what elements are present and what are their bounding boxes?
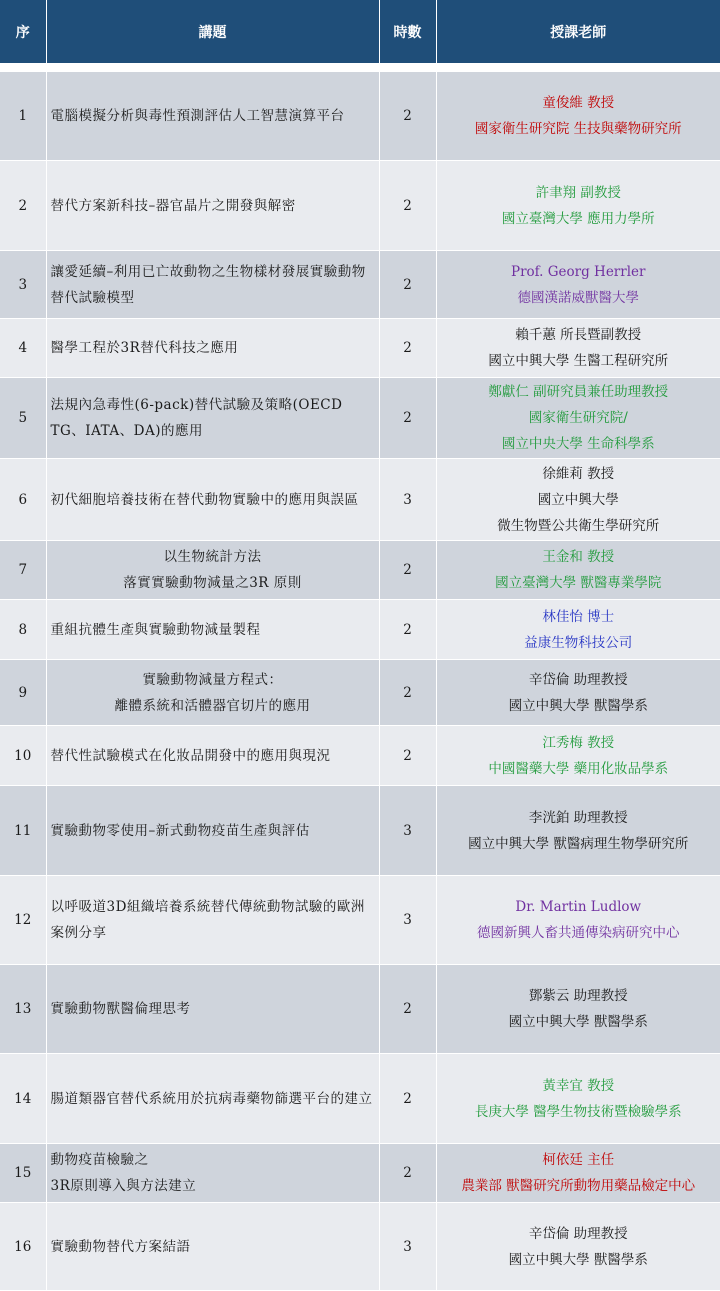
topic-line: 落實實驗動物減量之3R 原則 (51, 570, 375, 596)
lecturer (436, 1144, 720, 1203)
lecturer-affiliation: 德國漢諾威獸醫大學 (437, 285, 720, 311)
course-topic (46, 600, 379, 660)
lecturer (436, 459, 720, 541)
course-hours: 2 (379, 965, 436, 1054)
topic-line: 以呼吸道3D組織培養系統替代傳統動物試驗的歐洲案例分享 (51, 894, 375, 946)
course-hours: 3 (379, 1203, 436, 1291)
row-number: 1 (0, 72, 46, 161)
course-hours: 2 (379, 1144, 436, 1203)
course-hours: 2 (379, 660, 436, 726)
row-number: 4 (0, 319, 46, 378)
topic-line: 讓愛延續–利用已亡故動物之生物樣材發展實驗動物替代試驗模型 (51, 259, 375, 311)
lecturer-affiliation: 國立中興大學 獸醫病理生物學研究所 (437, 831, 720, 857)
lecturer-affiliation: 益康生物科技公司 (437, 630, 720, 656)
table-row (0, 72, 720, 161)
course-hours: 2 (379, 72, 436, 161)
lecturer (436, 1203, 720, 1291)
table-row (0, 459, 720, 541)
lecturer-name: 徐維莉 教授 (437, 461, 720, 487)
lecturer-affiliation: 長庚大學 醫學生物技術暨檢驗學系 (437, 1099, 720, 1125)
row-number: 13 (0, 965, 46, 1054)
lecturer-affiliation: 國立中興大學 (437, 487, 720, 513)
course-topic (46, 876, 379, 965)
lecturer-name: 江秀梅 教授 (437, 730, 720, 756)
table-row (0, 1054, 720, 1144)
lecturer-name: 林佳怡 博士 (437, 604, 720, 630)
course-topic (46, 319, 379, 378)
topic-line: 實驗動物減量方程式： (51, 667, 375, 693)
topic-line: 替代方案新科技–器官晶片之開發與解密 (51, 193, 375, 219)
row-number: 8 (0, 600, 46, 660)
lecturer-name: Dr. Martin Ludlow (437, 894, 720, 920)
table-row (0, 965, 720, 1054)
course-topic (46, 786, 379, 876)
topic-line: 實驗動物零使用–新式動物疫苗生產與評估 (51, 818, 375, 844)
row-number: 9 (0, 660, 46, 726)
table-row (0, 876, 720, 965)
course-hours: 2 (379, 600, 436, 660)
row-number: 3 (0, 251, 46, 319)
lecturer-name: 賴千蕙 所長暨副教授 (437, 322, 720, 348)
course-hours: 2 (379, 319, 436, 378)
topic-line: 腸道類器官替代系統用於抗病毒藥物篩選平台的建立 (51, 1086, 375, 1112)
lecturer-name: 鄧紫云 助理教授 (437, 983, 720, 1009)
table-body (0, 64, 720, 1291)
topic-line: 電腦模擬分析與毒性預測評估人工智慧演算平台 (51, 103, 375, 129)
lecturer (436, 378, 720, 459)
topic-line: 實驗動物獸醫倫理思考 (51, 996, 375, 1022)
table-row (0, 726, 720, 786)
lecturer-affiliation: 國立中興大學 生醫工程研究所 (437, 348, 720, 374)
header-teacher: 授課老師 (436, 0, 720, 64)
lecturer-affiliation: 國立臺灣大學 獸醫專業學院 (437, 570, 720, 596)
lecturer (436, 726, 720, 786)
lecturer-name: 鄭獻仁 副研究員兼任助理教授 (437, 379, 720, 405)
header-no: 序 (0, 0, 46, 64)
lecturer-affiliation: 中國醫藥大學 藥用化妝品學系 (437, 756, 720, 782)
lecturer-name: Prof. Georg Herrler (437, 259, 720, 285)
lecturer-affiliation: 國立臺灣大學 應用力學所 (437, 206, 720, 232)
course-hours: 2 (379, 378, 436, 459)
table-row (0, 319, 720, 378)
row-number: 15 (0, 1144, 46, 1203)
course-topic (46, 251, 379, 319)
course-hours: 2 (379, 251, 436, 319)
course-topic (46, 378, 379, 459)
header-hours: 時數 (379, 0, 436, 64)
lecturer (436, 786, 720, 876)
row-number: 16 (0, 1203, 46, 1291)
lecturer-name: 辛岱倫 助理教授 (437, 1221, 720, 1247)
table-row (0, 1144, 720, 1203)
course-topic (46, 161, 379, 251)
course-topic (46, 1054, 379, 1144)
lecturer-affiliation: 農業部 獸醫研究所動物用藥品檢定中心 (437, 1173, 720, 1199)
lecturer-affiliation: 國立中興大學 獸醫學系 (437, 693, 720, 719)
lecturer-affiliation: 國家衛生研究院 生技與藥物研究所 (437, 116, 720, 142)
course-hours: 3 (379, 786, 436, 876)
lecturer (436, 72, 720, 161)
lecturer-affiliation: 國立中央大學 生命科學系 (437, 431, 720, 457)
course-topic (46, 72, 379, 161)
lecturer (436, 161, 720, 251)
lecturer-name: 李洸鉑 助理教授 (437, 805, 720, 831)
table-row (0, 161, 720, 251)
lecturer (436, 541, 720, 600)
lecturer-name: 童俊維 教授 (437, 90, 720, 116)
topic-line: 替代性試驗模式在化妝品開發中的應用與現況 (51, 743, 375, 769)
header-row (0, 0, 720, 64)
table-row (0, 541, 720, 600)
lecturer (436, 600, 720, 660)
table-row (0, 1203, 720, 1291)
lecturer-name: 許聿翔 副教授 (437, 180, 720, 206)
course-topic (46, 459, 379, 541)
topic-line: 動物疫苗檢驗之 (51, 1147, 375, 1173)
topic-line: 以生物統計方法 (51, 544, 375, 570)
row-number: 2 (0, 161, 46, 251)
topic-line: 醫學工程於3R替代科技之應用 (51, 335, 375, 361)
lecturer-affiliation: 國家衛生研究院/ (437, 405, 720, 431)
header-spacer (0, 64, 720, 72)
row-number: 14 (0, 1054, 46, 1144)
table-row (0, 660, 720, 726)
lecturer-affiliation: 國立中興大學 獸醫學系 (437, 1009, 720, 1035)
course-topic (46, 1203, 379, 1291)
lecturer-affiliation: 微生物暨公共衛生學研究所 (437, 513, 720, 539)
lecturer-name: 柯依廷 主任 (437, 1147, 720, 1173)
lecturer (436, 319, 720, 378)
course-hours: 2 (379, 726, 436, 786)
topic-line: 初代細胞培養技術在替代動物實驗中的應用與誤區 (51, 487, 375, 513)
topic-line: 實驗動物替代方案結語 (51, 1234, 375, 1260)
course-hours: 2 (379, 161, 436, 251)
table-row (0, 600, 720, 660)
row-number: 12 (0, 876, 46, 965)
lecturer (436, 251, 720, 319)
row-number: 10 (0, 726, 46, 786)
course-hours: 2 (379, 541, 436, 600)
lecturer (436, 1054, 720, 1144)
row-number: 11 (0, 786, 46, 876)
table-row (0, 251, 720, 319)
course-topic (46, 965, 379, 1054)
row-number: 6 (0, 459, 46, 541)
topic-line: 法規內急毒性(6-pack)替代試驗及策略(OECD TG、IATA、DA)的應用 (51, 392, 375, 444)
lecturer-name: 王金和 教授 (437, 544, 720, 570)
lecturer (436, 965, 720, 1054)
course-hours: 2 (379, 1054, 436, 1144)
header-topic: 講題 (46, 0, 379, 64)
lecturer-affiliation: 德國新興人畜共通傳染病研究中心 (437, 920, 720, 946)
lecturer-affiliation: 國立中興大學 獸醫學系 (437, 1247, 720, 1273)
course-topic (46, 541, 379, 600)
course-hours: 3 (379, 459, 436, 541)
course-hours: 3 (379, 876, 436, 965)
lecturer-name: 辛岱倫 助理教授 (437, 667, 720, 693)
table-row (0, 378, 720, 459)
course-topic (46, 660, 379, 726)
lecturer (436, 660, 720, 726)
lecturer (436, 876, 720, 965)
row-number: 7 (0, 541, 46, 600)
row-number: 5 (0, 378, 46, 459)
topic-line: 3R原則導入與方法建立 (51, 1173, 375, 1199)
topic-line: 重組抗體生產與實驗動物減量製程 (51, 617, 375, 643)
topic-line: 離體系統和活體器官切片的應用 (51, 693, 375, 719)
course-topic (46, 726, 379, 786)
table-row (0, 786, 720, 876)
course-topic (46, 1144, 379, 1203)
lecturer-name: 黃幸宜 教授 (437, 1073, 720, 1099)
